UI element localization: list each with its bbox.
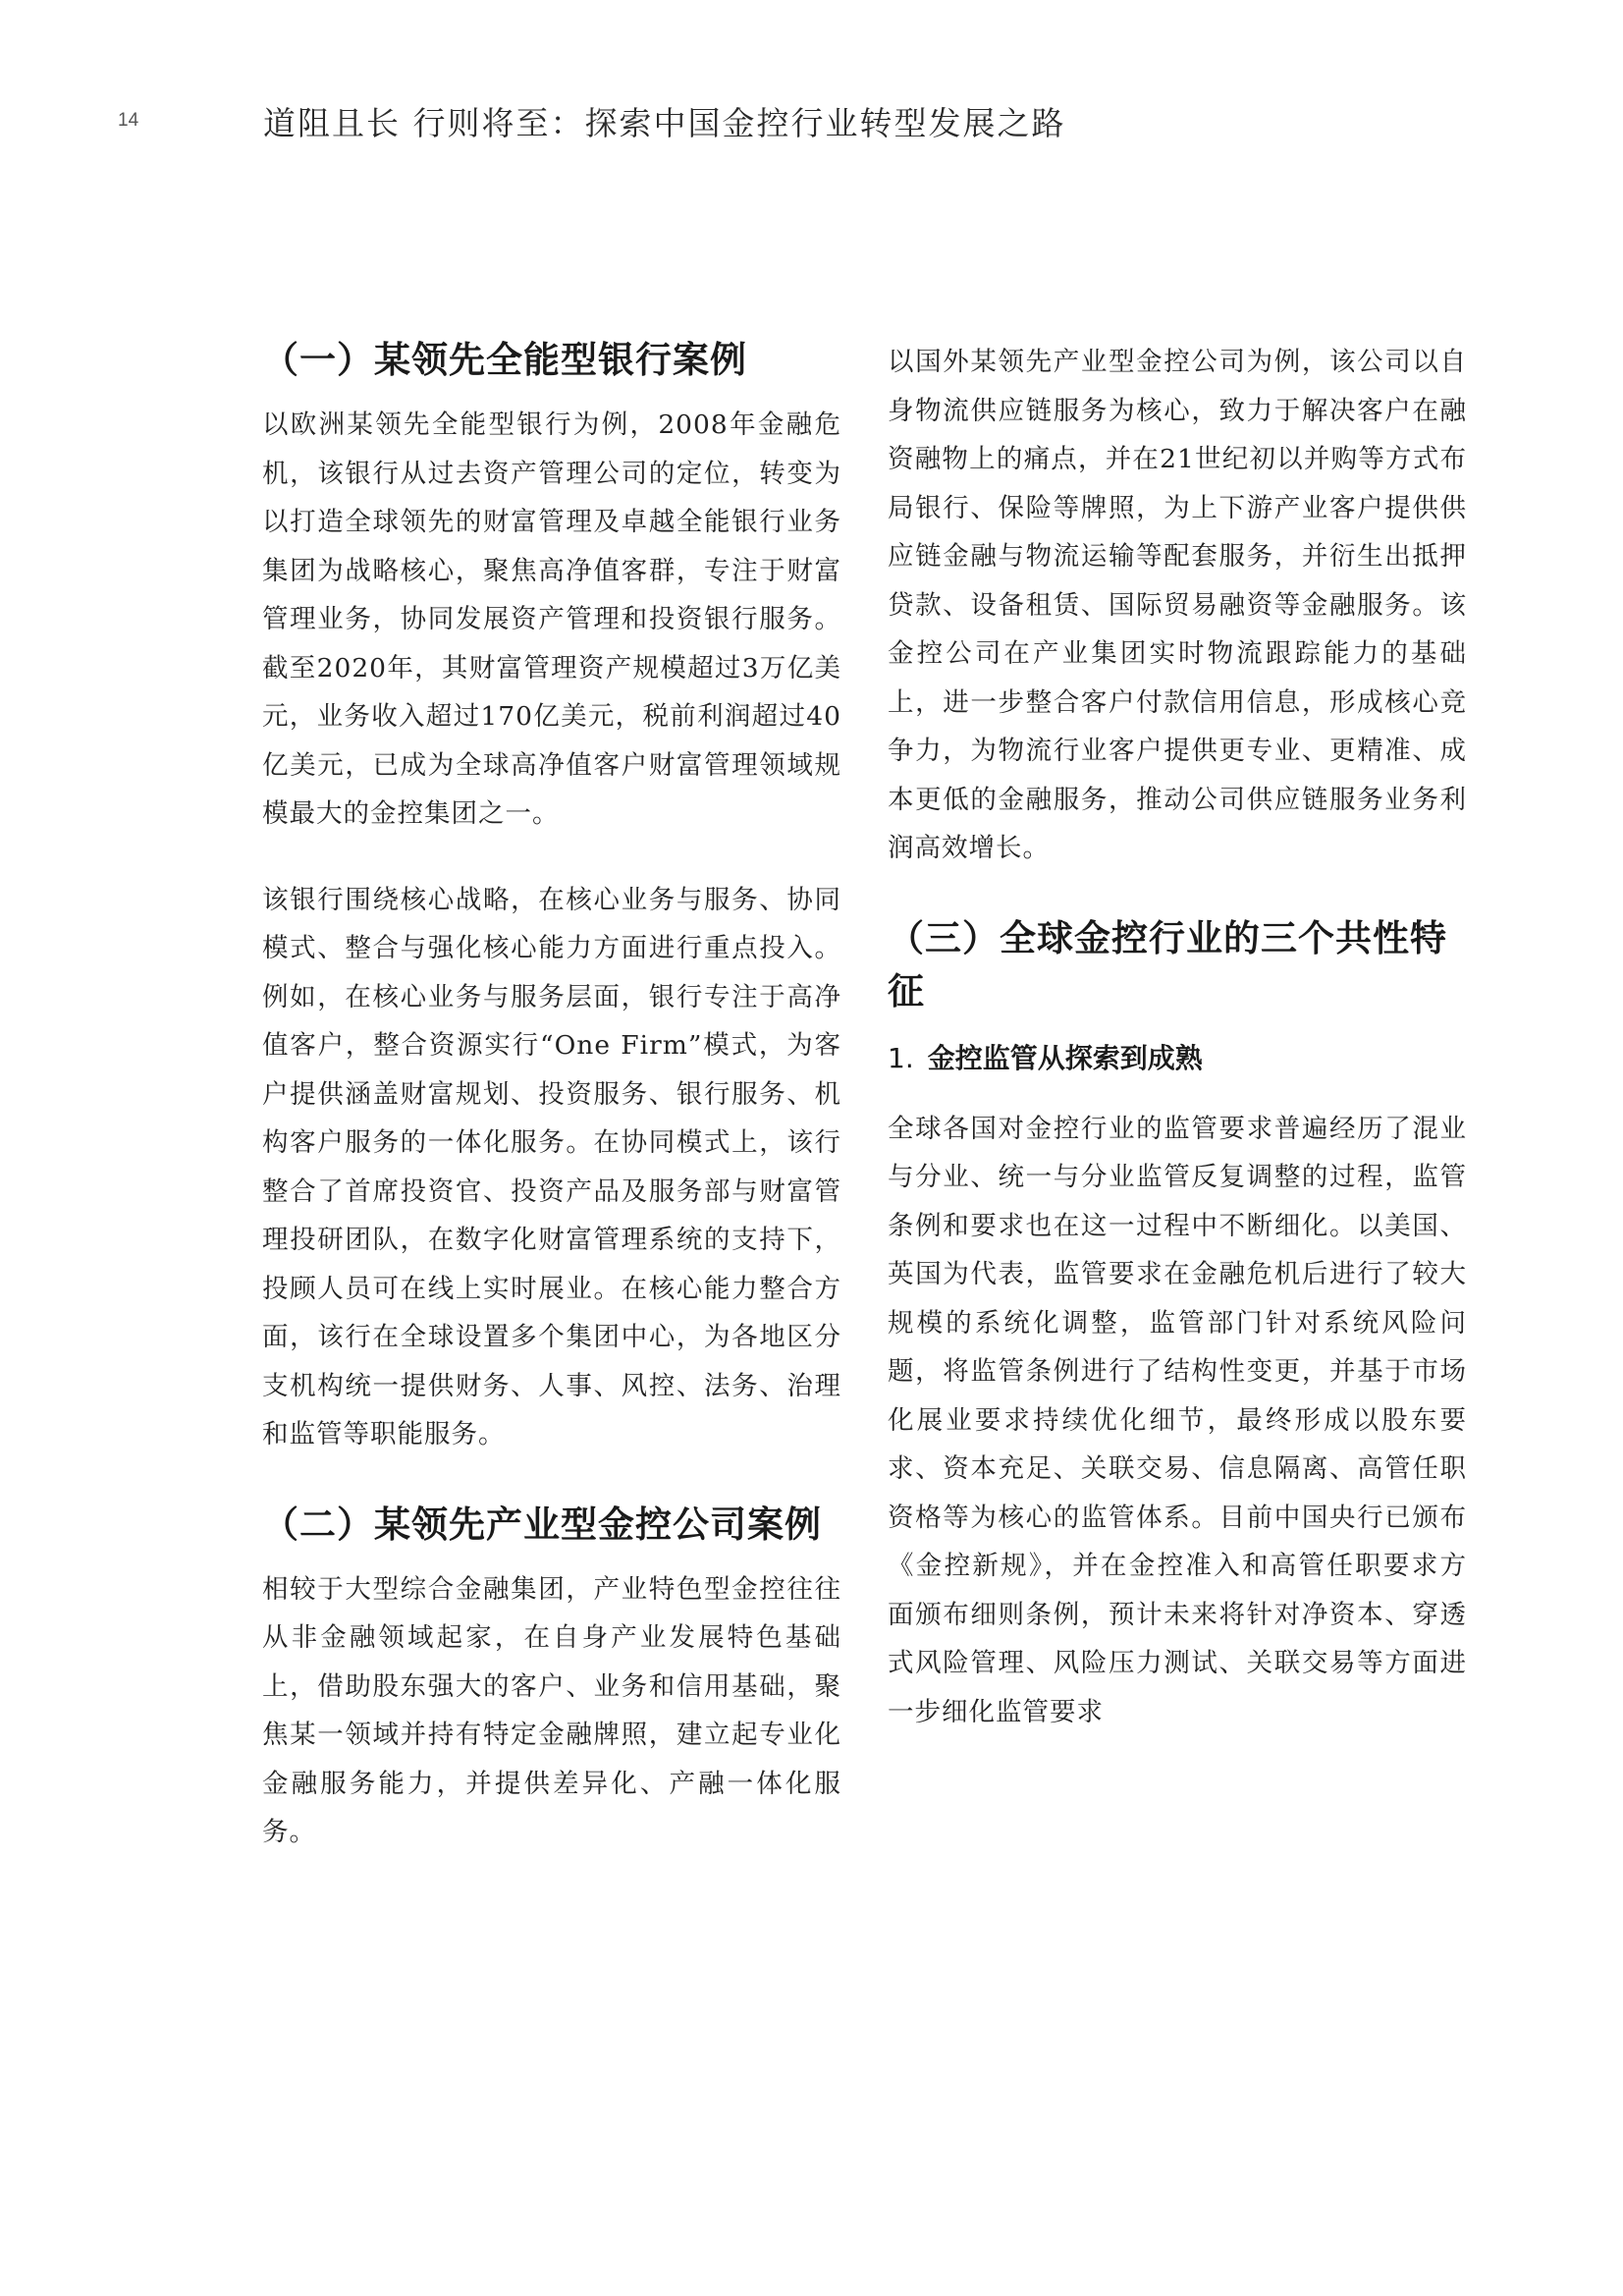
section-heading-1: （一）某领先全能型银行案例 (262, 339, 747, 381)
subsection-title: 金控监管从探索到成熟 (927, 1041, 1203, 1074)
subsection-heading-1 (888, 1034, 1467, 1083)
running-header-title: 道阻且长 行则将至：探索中国金控行业转型发展之路 (263, 104, 1066, 142)
subsection-number: 1. (888, 1041, 914, 1074)
right-column (888, 338, 1467, 1736)
section-1-paragraph-1: 以欧洲某领先全能型银行为例，2008年金融危机，该银行从过去资产管理公司的定位，转变为以打造全球领先的财富管理及卓越全能银行业务集团为战略核心，聚焦高净值客群，专注于财富管理业务，协同发展资产管理和投资银行服务。截至2020年，其财富管理资产规模超过3万亿美元，业务收入超过170亿美元，税前利润超过40亿美元，已成为全球高净值客户财富管理领域规模最大的金控集团之一。 (262, 410, 841, 829)
left-column (262, 334, 841, 1857)
section-1-paragraph-2: 该银行围绕核心战略，在核心业务与服务、协同模式、整合与强化核心能力方面进行重点投入。例如，在核心业务与服务层面，银行专注于高净值客户，整合资源实行“One Firm”模式，为客户提供涵盖财富规划、投资服务、银行服务、机构客户服务的一体化服务。在协同模式上，该行整合了首席投资官、投资产品及服务部与财富管理投研团队，在数字化财富管理系统的支持下，投顾人员可在线上实时展业。在核心能力整合方面，该行在全球设置多个集团中心，为各地区分支机构统一提供财务、人事、风控、法务、治理和监管等职能服务。 (262, 884, 841, 1449)
page-number: 14 (118, 110, 139, 131)
section-2-paragraph-2: 以国外某领先产业型金控公司为例，该公司以自身物流供应链服务为核心，致力于解决客户在融资融物上的痛点，并在21世纪初以并购等方式布局银行、保险等牌照，为上下游产业客户提供供应链金融与物流运输等配套服务，并衍生出抵押贷款、设备租赁、国际贸易融资等金融服务。该金控公司在产业集团实时物流跟踪能力的基础上，进一步整合客户付款信用信息，形成核心竞争力，为物流行业客户提供更专业、更精准、成本更低的金融服务，推动公司供应链服务业务利润高效增长。 (888, 347, 1467, 863)
section-3-paragraph-1: 全球各国对金控行业的监管要求普遍经历了混业与分业、统一与分业监管反复调整的过程，监管条例和要求也在这一过程中不断细化。以美国、英国为代表，监管要求在金融危机后进行了较大规模的系统化调整，监管部门针对系统风险问题，将监管条例进行了结构性变更，并基于市场化展业要求持续优化细节，最终形成以股东要求、资本充足、关联交易、信息隔离、高管任职资格等为核心的监管体系。目前中国央行已颁布《金控新规》，并在金控准入和高管任职要求方面颁布细则条例，预计未来将针对净资本、穿透式风险管理、风险压力测试、关联交易等方面进一步细化监管要求 (888, 1113, 1467, 1727)
section-heading-3: （三）全球金控行业的三个共性特征 (888, 916, 1447, 1012)
section-2-paragraph-1: 相较于大型综合金融集团，产业特色型金控往往从非金融领域起家，在自身产业发展特色基础上，借助股东强大的客户、业务和信用基础，聚焦某一领域并持有特定金融牌照，建立起专业化金融服务能力，并提供差异化、产融一体化服务。 (262, 1573, 841, 1847)
section-heading-2: （二）某领先产业型金控公司案例 (262, 1503, 822, 1546)
